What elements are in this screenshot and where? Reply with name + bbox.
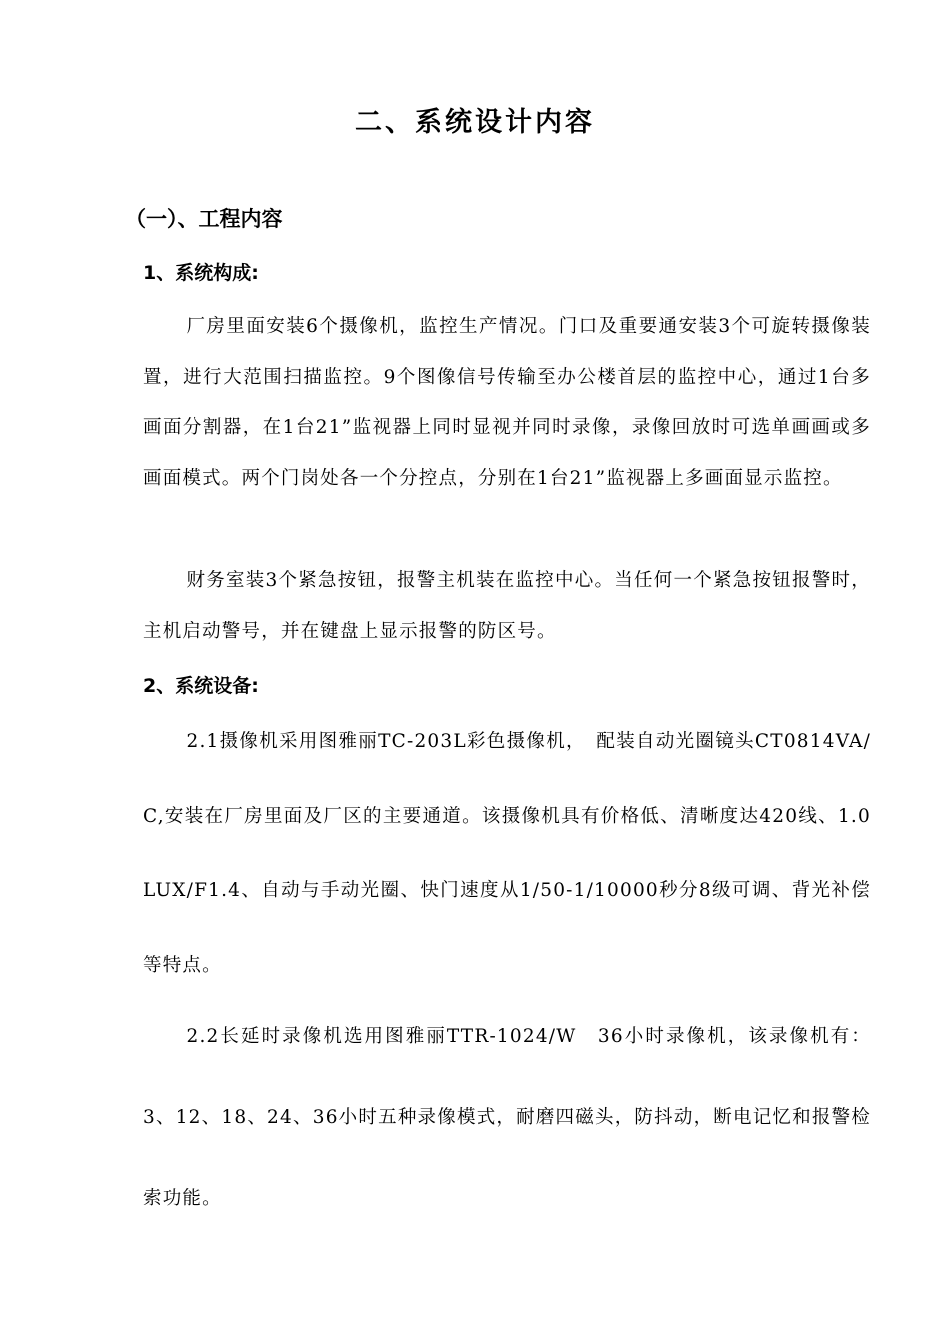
subsection-heading-system-equipment: 2、系统设备: (143, 675, 259, 697)
paragraph-alarm-buttons: 财务室装3个紧急按钮，报警主机装在监控中心。当任何一个紧急按钮报警时，主机启动警号，并在键盘上显示报警的防区号。 (143, 570, 871, 642)
paragraph-recorder: 2.2长延时录像机选用图雅丽TTR-1024/W 36小时录像机，该录像机有：3、12、18、24、36小时五种录像模式，耐磨四磁头，防抖动，断电记忆和报警检索功能。 (143, 1026, 871, 1209)
document-title: 二、系统设计内容 (355, 107, 595, 138)
subsection-heading-system-composition: 1、系统构成: (143, 262, 259, 284)
paragraph-system-composition: 厂房里面安装6个摄像机，监控生产情况。门口及重要通安装3个可旋转摄像装置，进行大范围扫描监控。9个图像信号传输至办公楼首层的监控中心，通过1台多画面分割器，在1台21”监视器上同时显视并同时录像，录像回放时可选单画画或多画面模式。两个门岗处各一个分控点，分别在1台21”监视器上多画面显示监控。 (143, 316, 871, 489)
section-heading: （一）、工程内容 (125, 207, 283, 231)
paragraph-camera: 2.1摄像机采用图雅丽TC-203L彩色摄像机， 配装自动光圈镜头CT0814VA/C,安装在厂房里面及厂区的主要通道。该摄像机具有价格低、清晰度达420线、1.0LUX/F1.4、自动与手动光圈、快门速度从1/50-1/10000秒分8级可调、背光补偿等特点。 (143, 731, 871, 976)
